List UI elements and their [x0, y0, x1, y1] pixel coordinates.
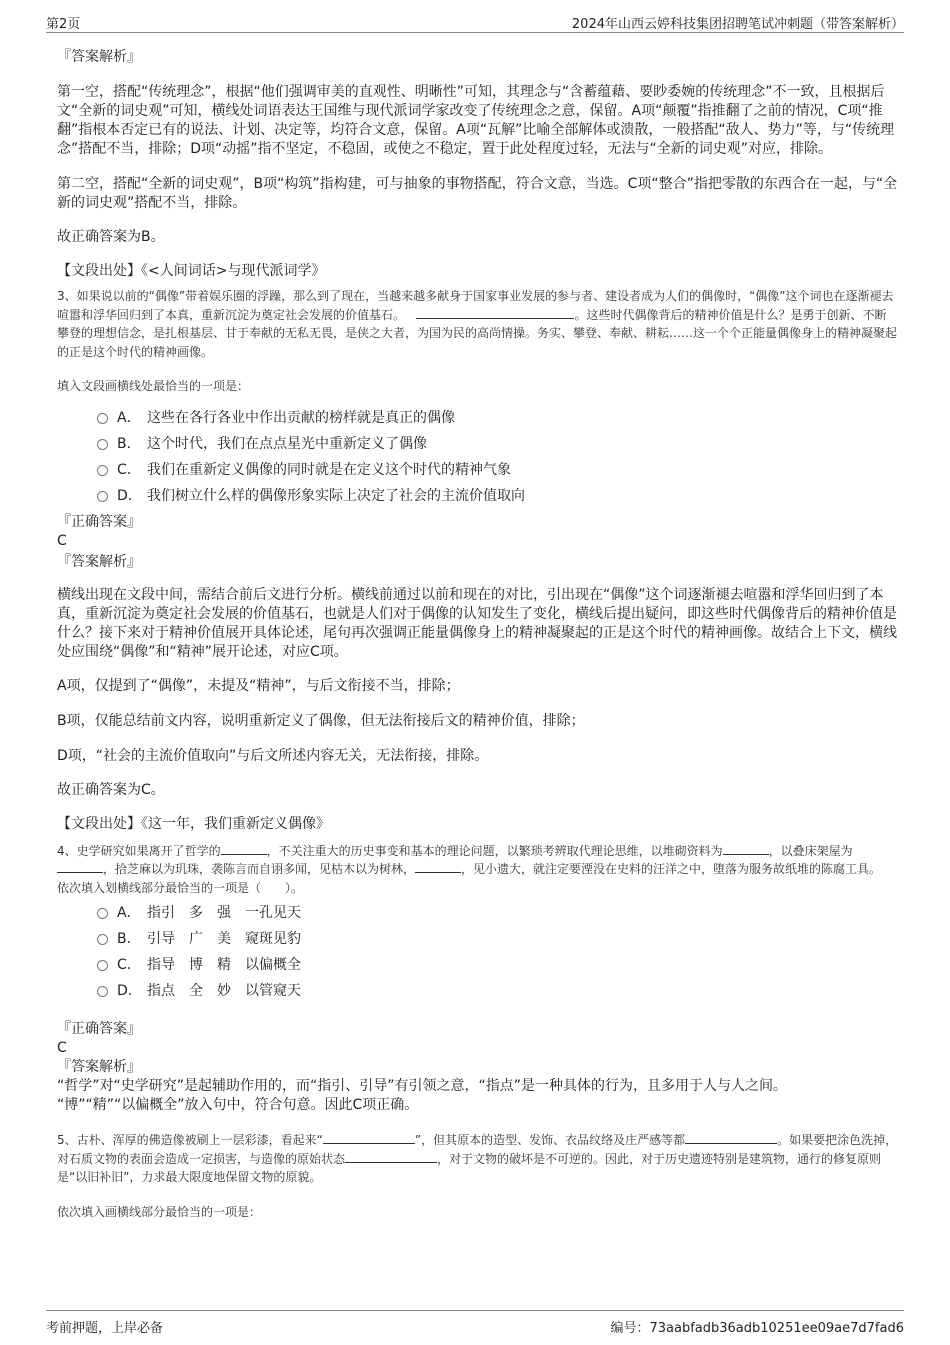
- q4-blank-3: [57, 860, 103, 873]
- radio-icon[interactable]: [97, 413, 108, 424]
- q5-stem-part-3: 。如果要把涂色洗掉，对石质文物的表面会造成一定损害，与造像的原始状态: [57, 1133, 898, 1166]
- q4-option-d[interactable]: [97, 977, 898, 1003]
- page-number: 第2页: [46, 17, 81, 32]
- q4-blank-4: [415, 860, 461, 873]
- radio-icon[interactable]: [97, 465, 108, 476]
- option-letter: B．: [117, 435, 141, 452]
- q4-stem: [57, 842, 898, 879]
- q3-option-b[interactable]: [97, 430, 898, 456]
- option-text: 这些在各行各业中作出贡献的榜样就是真正的偶像: [147, 409, 455, 426]
- q4-stem-part-3: ，以叠床架屋为: [768, 843, 853, 858]
- q4-analysis-heading: 『答案解析』: [57, 1059, 141, 1075]
- q2-analysis-heading: 『答案解析』: [57, 49, 141, 65]
- footer-slogan: 考前押题，上岸必备: [46, 1321, 164, 1336]
- q2-analysis-p2: 第二空，搭配“全新的词史观”，B项“构筑”指构建，可与抽象的事物搭配，符合文意，当选。C项“整合”指把零散的东西合在一起，与“全新的词史观”搭配不当，排除。: [57, 176, 898, 211]
- q5-prompt: 依次填入画横线部分最恰当的一项是：: [57, 1204, 262, 1219]
- q3-stem-part-a: 3、如果说以前的“偶像”带着娱乐圈的浮躁，那么到了现在，当越来越多献身于国家事业发展的参与者、建设者成为人们的偶像时，“偶像”这个词也在逐渐褪去喧嚣和浮华回归到了本真，重新沉淀为奠定社会发展的价值基石。: [57, 289, 894, 322]
- q2-conclusion: 故正确答案为B。: [57, 229, 165, 245]
- q3-correct-answer: C: [57, 532, 67, 549]
- option-letter: D．: [117, 487, 142, 504]
- q4-blank-1: [221, 842, 267, 855]
- code-value: 73aabfadb36adb10251ee09ae7d7fad6: [649, 1321, 904, 1336]
- document-title: 2024年山西云婷科技集团招聘笔试冲刺题（带答案解析）: [571, 17, 904, 32]
- radio-icon[interactable]: [97, 908, 108, 919]
- q3-analysis-heading: 『答案解析』: [57, 553, 141, 570]
- q3-correct-heading: 『正确答案』: [57, 513, 141, 530]
- option-text: 这个时代，我们在点点星光中重新定义了偶像: [147, 435, 427, 452]
- q5-blank-1: [323, 1131, 415, 1144]
- q4-stem-part-1: 4、史学研究如果离开了哲学的: [57, 843, 221, 858]
- option-text: 指引 多 强 一孔见天: [147, 905, 301, 921]
- option-letter: A．: [117, 905, 141, 921]
- q5-blank-2: [685, 1131, 777, 1144]
- radio-icon[interactable]: [97, 934, 108, 945]
- q4-correct-heading: 『正确答案』: [57, 1021, 141, 1037]
- code-label: 编号：: [610, 1321, 650, 1336]
- option-letter: A．: [117, 409, 141, 426]
- q3-source: 【文段出处】《这一年，我们重新定义偶像》: [57, 815, 330, 832]
- option-letter: B．: [117, 931, 141, 947]
- page-content: [57, 44, 898, 1221]
- radio-icon[interactable]: [97, 439, 108, 450]
- q3-blank: [416, 306, 574, 319]
- q3-analysis-p1: 横线出现在文段中间，需结合前后文进行分析。横线前通过以前和现在的对比，引出现在“偶像”这个词逐渐褪去喧嚣和浮华回归到了本真，重新沉淀为奠定社会发展的价值基石，也就是人们对于偶像的认知发生了变化，横线后提出疑问，即这些时代偶像背后的精神价值是什么？接下来对于精神价值展开具体论述，尾句再次强调正能量偶像身上的精神凝聚起的正是这个时代的精神画像。故结合上下文，横线处应围绕“偶像”和“精神”展开论述，对应C项。: [57, 586, 897, 660]
- option-text: 我们在重新定义偶像的同时就是在定义这个时代的精神气象: [147, 461, 511, 478]
- document-code: [610, 1317, 904, 1336]
- q5-stem-part-2: ”，但其原本的造型、发饰、衣品纹络及庄严感等都: [414, 1133, 686, 1147]
- q4-stem-part-2: ，不关注重大的历史事变和基本的理论问题，以繁琐考辨取代理论思维，以堆砌资料为: [266, 843, 723, 858]
- q5-stem: [57, 1131, 898, 1187]
- q4-analysis-2: “博”“精”“以偏概全”放入句中，符合句意。因此C项正确。: [57, 1097, 419, 1113]
- q3-stem: [57, 287, 898, 361]
- radio-icon[interactable]: [97, 491, 108, 502]
- q3-stem-part-b: 。这些时代偶像背后的精神价值是什么？是勇于创新、不断攀登的理想信念，是扎根基层、甘于奉献的无私无畏，是侠之大者，为国为民的高尚情操。务实、攀登、奉献、耕耘……这一个个正能量偶像身上的精神凝聚起的正是这个时代的精神画像。: [57, 307, 898, 359]
- q4-stem-part-4: ，拾芝麻以为玑珠，袭陈言而自诩多闻，见枯木以为树林，: [103, 862, 416, 876]
- q3-analysis-b: B项，仅能总结前文内容，说明重新定义了偶像，但无法衔接后文的精神价值，排除；: [57, 712, 585, 729]
- page-footer: [46, 1310, 904, 1337]
- option-letter: D．: [117, 983, 142, 999]
- q3-options: [97, 404, 898, 508]
- q4-options: [97, 899, 898, 1003]
- option-text: 我们树立什么样的偶像形象实际上决定了社会的主流价值取向: [147, 487, 525, 504]
- option-letter: C．: [117, 461, 141, 478]
- q5-stem-part-1: 5、古朴、浑厚的佛造像被刷上一层彩漆，看起来“: [57, 1133, 323, 1147]
- q2-analysis-p1: 第一空，搭配“传统理念”，根据“他们强调审美的直观性、明晰性”可知，其理念与“含蓄蕴藉、要眇委婉的传统理念”不一致，且根据后文“全新的词史观”可知，横线处词语表达王国维与现代派词学家改变了传统理念之意，保留。A项“颠覆”指推翻了之前的情况，C项“推翻”指根本否定已有的说法、计划、决定等，均符合文意，保留。A项“瓦解”比喻全部解体或溃散，一般搭配“敌人、势力”等，与“传统理念”搭配不当，排除；D项“动摇”指不坚定，不稳固，或使之不稳定，置于此处程度过轻，无法与“全新的词史观”对应，排除。: [57, 84, 895, 157]
- option-letter: C．: [117, 957, 141, 973]
- q5-stem-part-4: ，对于文物的破坏是不可逆的。因此，对于历史遗迹特别是建筑物，通行的修复原则是“以旧补旧”，力求最大限度地保留文物的原貌。: [57, 1151, 882, 1184]
- q3-conclusion: 故正确答案为C。: [57, 781, 165, 798]
- q3-analysis-d: D项，“社会的主流价值取向”与后文所述内容无关，无法衔接，排除。: [57, 747, 489, 764]
- q3-option-a[interactable]: [97, 404, 898, 430]
- q5-blank-3: [345, 1150, 437, 1163]
- q4-option-c[interactable]: [97, 951, 898, 977]
- q4-option-a[interactable]: [97, 899, 898, 925]
- q2-source: 【文段出处】《<人间词话>与现代派词学》: [57, 263, 326, 279]
- radio-icon[interactable]: [97, 960, 108, 971]
- option-text: 引导 广 美 窥斑见豹: [147, 931, 301, 947]
- option-text: 指点 全 妙 以管窥天: [147, 983, 301, 999]
- q4-option-b[interactable]: [97, 925, 898, 951]
- page-header: [46, 10, 904, 33]
- q4-blank-2: [723, 842, 769, 855]
- q3-analysis-a: A项，仅提到了“偶像”，未提及“精神”，与后文衔接不当，排除；: [57, 677, 460, 694]
- q3-option-d[interactable]: [97, 482, 898, 508]
- q4-prompt: 依次填入划横线部分最恰当的一项是（ ）。: [57, 880, 304, 895]
- q3-option-c[interactable]: [97, 456, 898, 482]
- q4-analysis-1: “哲学”对“史学研究”是起辅助作用的，而“指引、引导”有引领之意，“指点”是一种具体的行为，且多用于人与人之间。: [57, 1078, 788, 1094]
- q4-correct-answer: C: [57, 1040, 67, 1056]
- option-text: 指导 博 精 以偏概全: [147, 957, 301, 973]
- q3-prompt: 填入文段画横线处最恰当的一项是：: [57, 379, 250, 393]
- q4-stem-part-5: ，见小遗大，就注定要湮没在史料的汪洋之中，堕落为服务故纸堆的陈腐工具。: [461, 862, 882, 876]
- radio-icon[interactable]: [97, 986, 108, 997]
